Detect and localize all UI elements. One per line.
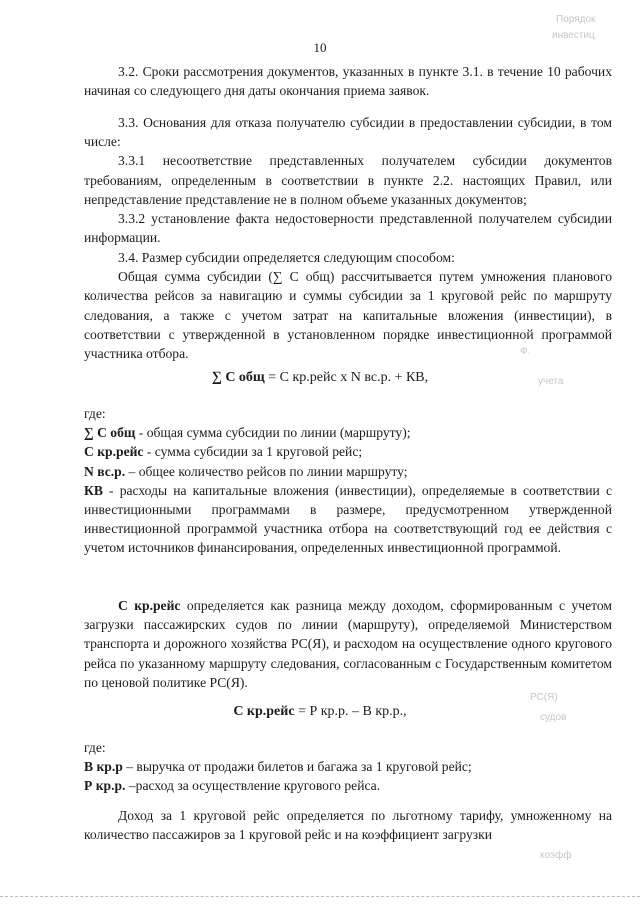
definition-item: ∑ С общ - общая сумма субсидии по линии (маршруту); xyxy=(84,425,411,441)
formula-total: ∑ С общ = С кр.рейс х N вс.р. + КВ, xyxy=(211,370,429,385)
definition-item: N вс.р. – общее количество рейсов по линии маршруту; xyxy=(84,463,408,479)
paragraph-3-3-1: 3.3.1 несоответствие представленных получателем субсидии документов требованиям, определенным в соответствии в пункте 2.2. настоящих Правил, или непредставление представление не в полном объеме указанных документов; xyxy=(84,153,612,207)
paragraph-3-3-2: 3.3.2 установление факта недостоверности представленной получателем субсидии информации. xyxy=(84,211,612,246)
paragraph-total-subsidy: Общая сумма субсидии (∑ С общ) рассчитывается путем умножения планового количества рейсов за навигацию и суммы субсидии за 1 круговой рейс по маршруту следования, а также с учетом затрат на капитальные вложения (инвестиции), в соответствии с утвержденной в установленном порядке инвестиционной программой участника отбора. xyxy=(84,269,612,362)
bleed-through-text: РС(Я) xyxy=(530,692,558,703)
bleed-through-text: Порядок xyxy=(556,14,596,25)
page-number: 10 xyxy=(313,40,327,55)
where-label: где: xyxy=(84,406,106,421)
bleed-through-text: судов xyxy=(540,712,567,723)
where-label: где: xyxy=(84,740,106,755)
definition-item: В кр.р – выручка от продажи билетов и багажа за 1 круговой рейс; xyxy=(84,759,472,775)
paragraph-income: Доход за 1 круговой рейс определяется по льготному тарифу, умноженному на количество пассажиров за 1 круговой рейс и на коэффициент загрузки xyxy=(84,808,612,843)
paragraph-3-4: 3.4. Размер субсидии определяется следующим способом: Общая сумма субсидии (∑ С общ) рассчитывается путем умножения планового количества рейсов за навигацию и суммы субсидии за 1 круговой рейс по маршруту следования, а также с учетом затрат на капитальные вложения (инвестиции), в соответствии с утвержденной в установленном порядке инвестиционной программой участника отбора. xyxy=(84,248,612,363)
definition-item: КВ - расходы на капитальные вложения (инвестиции), определяемые в соответствии с инвестиционными программами в размере, предусмотренном утвержденной инвестиционной программой участника отбора на соответствующий год ее действия с учетом источников финансирования, определенных инвестиционной программой. xyxy=(84,482,612,556)
definition-item: С кр.рейс - сумма субсидии за 1 круговой рейс; xyxy=(84,444,363,460)
formula-c-kr-reis: С кр.рейс = Р кр.р. – В кр.р., xyxy=(233,704,407,719)
paragraph-3-2: 3.2. Сроки рассмотрения документов, указанных в пункте 3.1. в течение 10 рабочих начиная со следующего дня даты окончания приема заявок. xyxy=(84,64,612,99)
definition-item: Р кр.р. –расход за осуществление кругового рейса. xyxy=(84,778,381,794)
definitions-2 xyxy=(84,738,612,796)
paragraph-c-kr-reis: С кр.рейс определяется как разница между доходом, сформированным с учетом загрузки пассажирских судов по линии (маршруту), определяемой Министерством транспорта и дорожного хозяйства РС(Я), и расходом на осуществление одного кругового рейса по указанному маршруту следования, согласованным с Государственным комитетом по ценовой политике РС(Я). xyxy=(84,598,612,690)
paragraph-3-3: 3.3. Основания для отказа получателю субсидии в предоставлении субсидии, в том числе: 3.3.1 несоответствие представленных получателем субсидии документов требованиям, определенным в соответствии в пункте 2.2. настоящих Правил, или непредставление представление не в полном объеме указанных документов; 3.3.2 установление факта недостоверности представленной получателем субсидии информации. xyxy=(84,113,612,247)
bleed-through-text: учета xyxy=(538,376,564,387)
definitions-1 xyxy=(84,404,612,558)
bleed-through-text: Ф. xyxy=(520,346,531,357)
bleed-through-text: коэфф xyxy=(540,850,572,861)
bleed-through-text: инвестиц xyxy=(552,30,595,41)
page-edge-divider xyxy=(0,896,640,897)
